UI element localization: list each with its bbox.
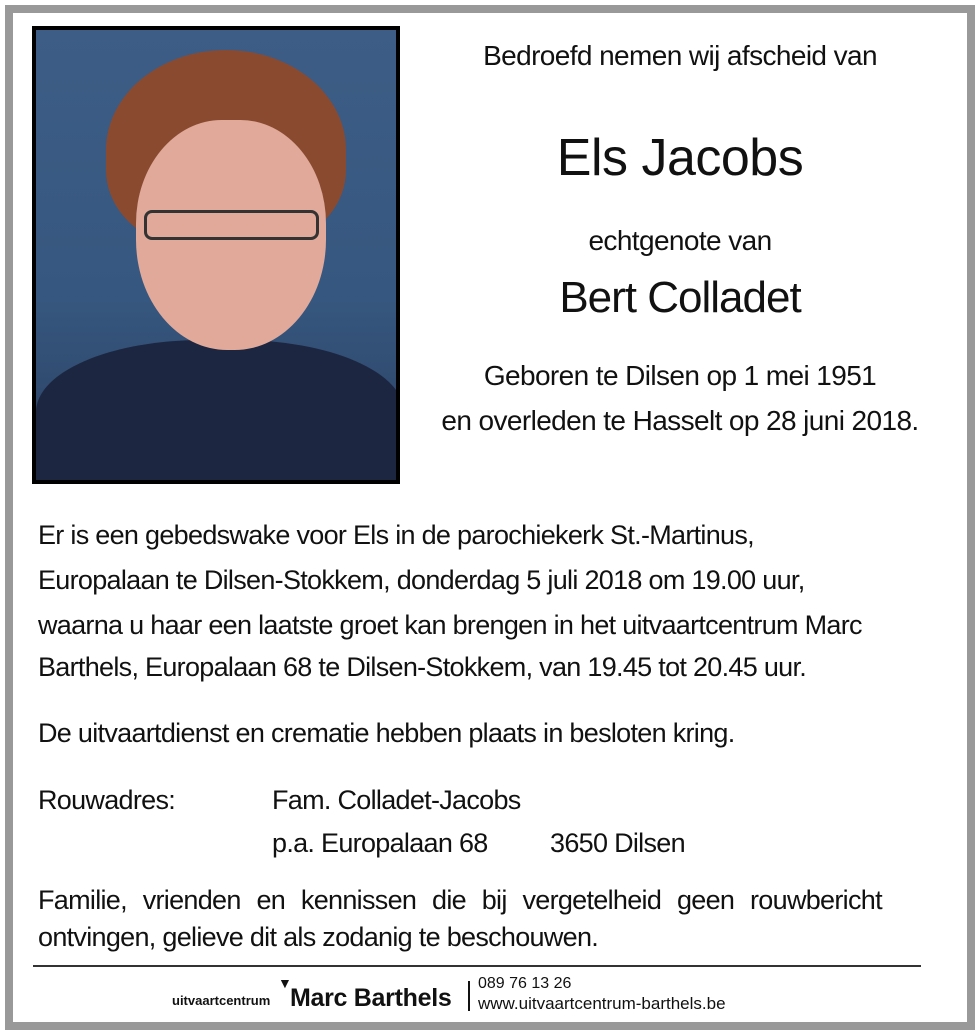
intro-text: Bedroefd nemen wij afscheid van: [483, 40, 877, 71]
birth-text: Geboren te Dilsen op 1 mei 1951: [483, 360, 877, 391]
address-family: Fam. Colladet-Jacobs: [272, 785, 521, 815]
phone-number: 089 76 13 26: [478, 975, 572, 992]
relation-text: echtgenote van: [588, 225, 772, 256]
deceased-name: Els Jacobs: [556, 129, 804, 187]
death-text: en overleden te Hasselt op 28 juni 2018.: [441, 405, 919, 436]
ceremony-text: De uitvaartdienst en crematie hebben plaats in besloten kring.: [38, 718, 735, 748]
address-city: 3650 Dilsen: [550, 828, 685, 858]
photo-glasses-shape: [144, 210, 319, 240]
paragraph-line: Europalaan te Dilsen-Stokkem, donderdag 5 juli 2018 om 19.00 uur,: [38, 565, 805, 595]
website-link[interactable]: www.uitvaartcentrum-barthels.be: [478, 994, 726, 1013]
divider: [33, 965, 921, 967]
logo-prefix: uitvaartcentrum: [172, 993, 271, 1008]
address-label: Rouwadres:: [38, 785, 176, 815]
portrait-photo: [32, 26, 400, 484]
paragraph-line: waarna u haar een laatste groet kan brengen in het uitvaartcentrum Marc: [38, 610, 862, 640]
closing-line: ontvingen, gelieve dit als zodanig te beschouwen.: [38, 922, 599, 952]
paragraph-line: Er is een gebedswake voor Els in de parochiekerk St.-Martinus,: [38, 520, 754, 550]
address-street: p.a. Europalaan 68: [272, 828, 488, 858]
logo-brand: Marc Barthels: [290, 984, 452, 1012]
photo-body-shape: [36, 340, 400, 484]
paragraph-line: Barthels, Europalaan 68 te Dilsen-Stokkem, van 19.45 tot 20.45 uur.: [38, 652, 807, 682]
closing-line: Familie, vrienden en kennissen die bij vergetelheid geen rouwbericht: [38, 885, 882, 915]
logo-separator: [468, 981, 470, 1011]
triangle-icon: ▼: [278, 975, 292, 991]
spouse-name: Bert Colladet: [559, 273, 801, 322]
